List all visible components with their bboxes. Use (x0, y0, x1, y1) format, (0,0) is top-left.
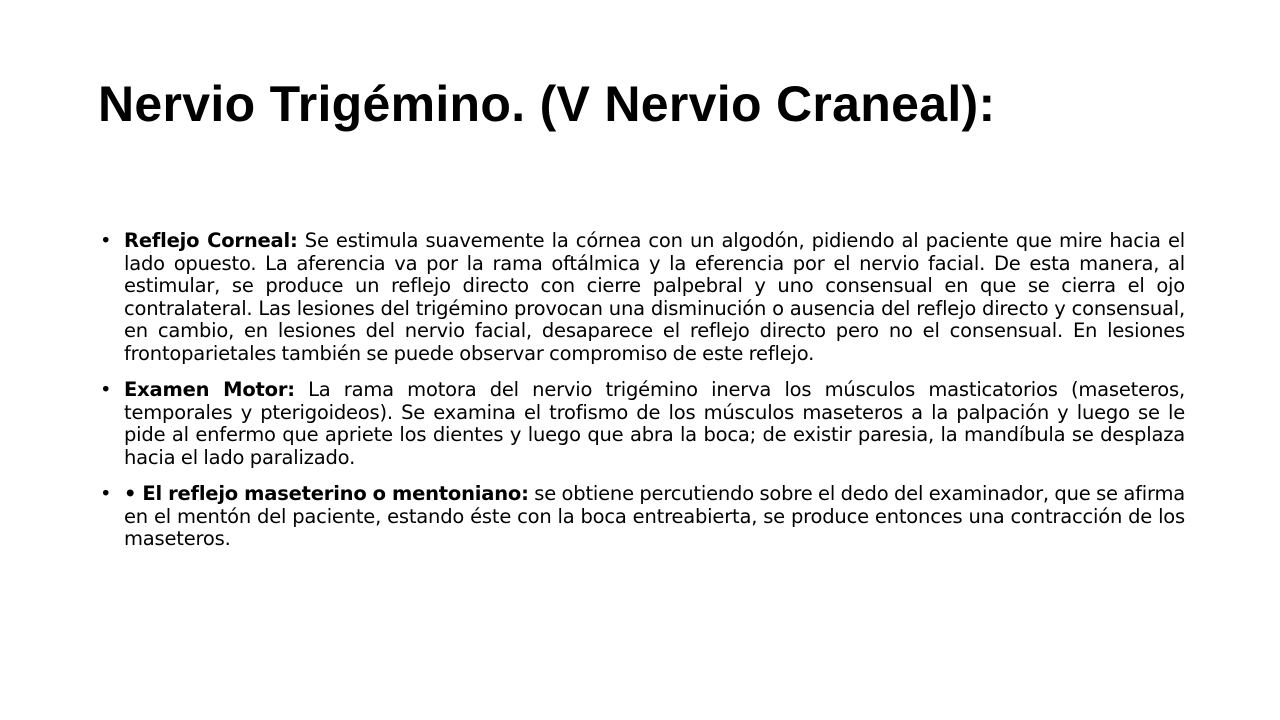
bullet-icon: • (100, 229, 112, 252)
bullet-item-reflejo-corneal (100, 230, 1185, 365)
bullet-list (100, 230, 1185, 565)
bullet-term: • El reflejo maseterino o mentoniano: (124, 482, 529, 505)
bullet-text: Se estimula suavemente la córnea con un algodón, pidiendo al paciente que mire hacia el lado opuesto. La aferencia va por la rama oftálmica y la eferencia por el nervio facial. De esta manera, al estimular, se produce un reflejo directo con cierre palpebral y uno consensual en que se cierra el ojo contralateral. Las lesiones del trigémino provocan una disminución o ausencia del reflejo directo y consensual, en cambio, en lesiones del nervio facial, desaparece el reflejo directo pero no el consensual. En lesiones frontoparietales también se puede observar compromiso de este reflejo. (124, 229, 1185, 365)
bullet-item-examen-motor (100, 379, 1185, 469)
bullet-term: Examen Motor: (124, 378, 295, 401)
bullet-term: Reflejo Corneal: (124, 229, 298, 252)
bullet-text: se obtiene percutiendo sobre el dedo del examinador, que se afirma en el mentón del paciente, estando éste con la boca entreabierta, se produce entonces una contracción de los maseteros. (124, 482, 1186, 550)
bullet-item-reflejo-maseterino (100, 483, 1185, 551)
bullet-text: La rama motora del nervio trigémino inerva los músculos masticatorios (maseteros, temporales y pterigoideos). Se examina el trofismo de los músculos maseteros a la palpación y luego se le pide al enfermo que apriete los dientes y luego que abra la boca; de existir paresia, la mandíbula se desplaza hacia el lado paralizado. (124, 378, 1185, 469)
slide-title: Nervio Trigémino. (V Nervio Craneal): (98, 76, 996, 132)
bullet-icon: • (100, 378, 112, 401)
bullet-icon: • (100, 482, 112, 505)
